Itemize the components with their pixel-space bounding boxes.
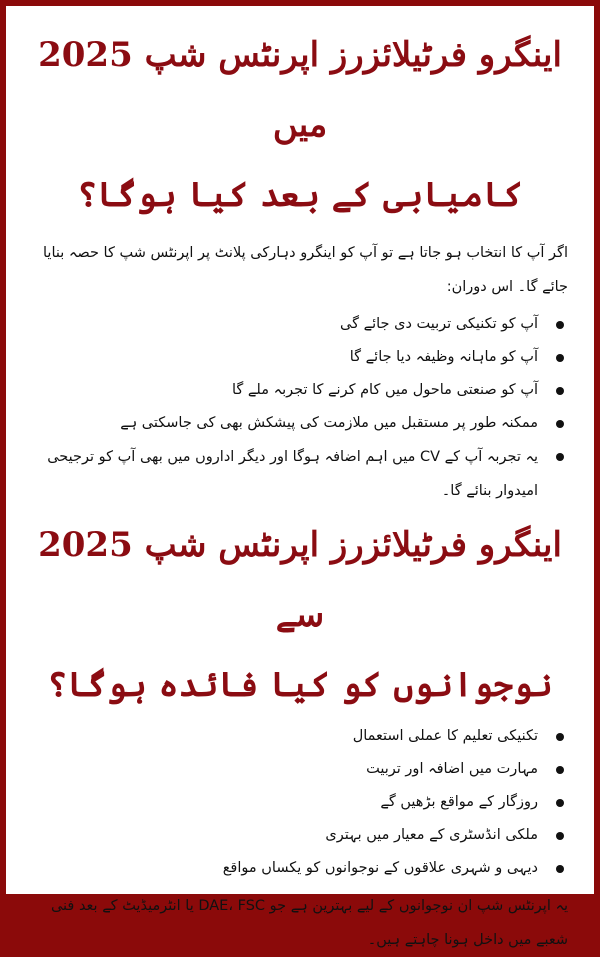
- section-after-selection: [32, 20, 568, 508]
- list-item: روزگار کے مواقع بڑھیں گے: [32, 786, 568, 819]
- section-heading: [32, 20, 568, 230]
- list-item: دیہی و شہری علاقوں کے نوجوانوں کو یکساں مواقع: [32, 852, 568, 885]
- list-item: تکنیکی تعلیم کا عملی استعمال: [32, 720, 568, 753]
- article-card: [6, 6, 594, 948]
- list-item: آپ کو صنعتی ماحول میں کام کرنے کا تجربہ ملے گا: [32, 374, 568, 407]
- list-item: ممکنہ طور پر مستقبل میں ملازمت کی پیشکش بھی کی جاسکتی ہے: [32, 407, 568, 440]
- list-item: یہ تجربہ آپ کے CV میں اہم اضافہ ہوگا اور دیگر اداروں میں بھی آپ کو ترجیحی امیدوار بنائے گا۔: [32, 440, 568, 508]
- bullet-list: [32, 720, 568, 885]
- bullet-list: [32, 308, 568, 508]
- heading-line-1: اینگرو فرٹیلائزرز اپرنٹس شپ 2025 سے: [38, 525, 562, 635]
- heading-line-2: نوجوانوں کو کیا فائدہ ہوگا؟: [47, 665, 553, 705]
- heading-line-1: اینگرو فرٹیلائزرز اپرنٹس شپ 2025 میں: [38, 35, 562, 145]
- list-item: آپ کو تکنیکی تربیت دی جائے گی: [32, 308, 568, 341]
- section-youth-benefits: [32, 510, 568, 957]
- list-item: آپ کو ماہانہ وظیفہ دیا جائے گا: [32, 341, 568, 374]
- closing-paragraph: یہ اپرنٹس شپ ان نوجوانوں کے لیے بہترین ہے جو DAE، FSC یا انٹرمیڈیٹ کے بعد فنی شعبے میں داخل ہونا چاہتے ہیں۔: [50, 898, 568, 948]
- section-heading: [32, 510, 568, 720]
- list-item: ملکی انڈسٹری کے معیار میں بہتری: [32, 819, 568, 852]
- list-item: مہارت میں اضافہ اور تربیت: [32, 753, 568, 786]
- intro-paragraph: اگر آپ کا انتخاب ہو جاتا ہے تو آپ کو اینگرو دہارکی پلانٹ پر اپرنٹس شپ کا حصہ بنایا جائے گا۔ اس دوران:: [43, 245, 568, 295]
- heading-line-2: کامیابی کے بعد کیا ہوگا؟: [77, 175, 523, 215]
